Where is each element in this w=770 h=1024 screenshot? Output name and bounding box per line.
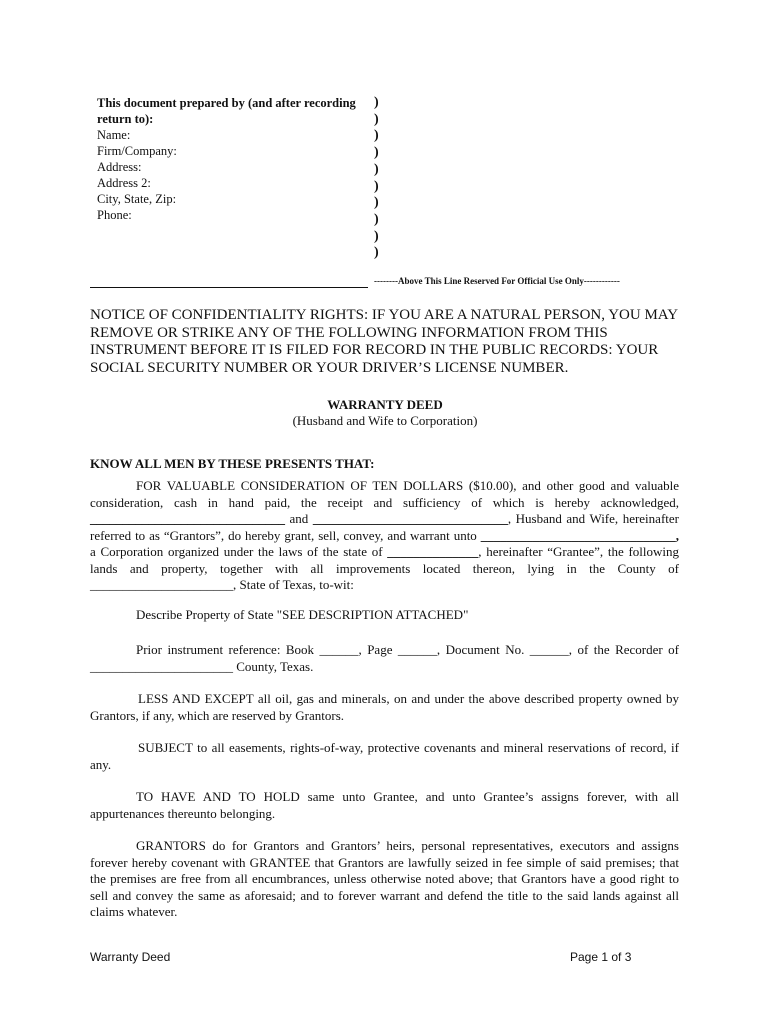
consideration-text-2: , Husband and Wife, hereinafter referred to as “Grantors”, do hereby grant, sell, convey, and warrant unto [90,511,679,543]
habendum-paragraph: TO HAVE AND TO HOLD same unto Grantee, and unto Grantee’s assigns forever, with all appurtenances thereunto belonging. [90,789,679,821]
address-label: Address: [97,160,142,174]
paren: ) [374,228,379,244]
consideration-text-1: FOR VALUABLE CONSIDERATION OF TEN DOLLARS ($10.00), and other good and valuable consideration, cash in hand paid, the receipt and sufficiency of which is hereby acknowledged, [90,478,679,510]
name-label: Name: [97,128,131,142]
paren: ) [374,161,379,177]
document-subtitle: (Husband and Wife to Corporation) [292,413,478,428]
phone-label: Phone: [97,208,132,222]
paren: ) [374,211,379,227]
grantor1-blank[interactable]: ______________________________ [90,511,285,526]
prepared-by-heading: This document prepared by (and after recording return to): [97,96,356,126]
paren: ) [374,145,379,161]
paren: ) [374,95,379,110]
document-title: WARRANTY DEED [327,397,443,412]
prepared-by-block [97,95,367,223]
know-all-men-heading: KNOW ALL MEN BY THESE PRESENTS THAT: [90,456,375,471]
consideration-text-4: , hereinafter “Grantee”, the following lands and property, together with all improvements located thereon, lying in the County of ______________________, State of Texas, to-wit: [90,544,680,592]
property-description: Describe Property of State "SEE DESCRIPTION ATTACHED" [136,607,469,622]
paren: ) [374,178,379,194]
recording-divider-line [90,287,368,288]
footer-page-number: Page 1 of 3 [570,950,632,964]
grantors-covenant-paragraph: GRANTORS do for Grantors and Grantors’ heirs, personal representatives, executors and assigns forever hereby covenant with GRANTEE that Grantors are lawfully seized in fee simple of said premises; that the premises are free from all encumbrances, unless otherwise noted above; that Grantors have a good right to sell and convey the same as aforesaid; and to forever warrant and defend the title to the said lands against all claims whatever. [90,838,679,919]
less-and-except-paragraph: LESS AND EXCEPT all oil, gas and minerals, on and under the above described property owned by Grantors, if any, which are reserved by Grantors. [90,691,679,723]
city-state-zip-label: City, State, Zip: [97,192,177,206]
address2-label: Address 2: [97,176,151,190]
grantor2-blank[interactable]: ______________________________ [312,511,508,526]
grantee-blank[interactable]: ______________________________, [480,527,679,543]
paren: ) [374,195,379,211]
prior-instrument-reference: Prior instrument reference: Book ______, Page ______, Document No. ______, of the Recorder of ______________________ County, Texas. [90,642,679,674]
paren: ) [374,245,379,261]
consideration-text-3: a Corporation organized under the laws of the state of [90,544,383,559]
firm-label: Firm/Company: [97,144,177,158]
and-text: and [285,511,313,526]
subject-to-paragraph: SUBJECT to all easements, rights-of-way, protective covenants and mineral reservations of record, if any. [90,740,679,772]
state-blank[interactable]: ______________ [387,544,479,559]
confidentiality-notice: NOTICE OF CONFIDENTIALITY RIGHTS: IF YOU ARE A NATURAL PERSON, YOU MAY REMOVE OR STRIKE ANY OF THE FOLLOWING INFORMATION FROM THIS INSTRUMENT BEFORE IT IS FILED FOR RECORD IN THE PUBLIC RECORDS: YOUR SOCIAL SECURITY NUMBER OR YOUR DRIVER’S LICENSE NUMBER. [90,307,678,376]
reserved-for-official-use: --------Above This Line Reserved For Official Use Only------------ [374,276,620,286]
paren: ) [374,111,379,127]
parenthesis-column [374,95,379,262]
paren: ) [374,128,379,144]
footer-document-name: Warranty Deed [90,950,171,964]
consideration-paragraph [90,478,679,594]
